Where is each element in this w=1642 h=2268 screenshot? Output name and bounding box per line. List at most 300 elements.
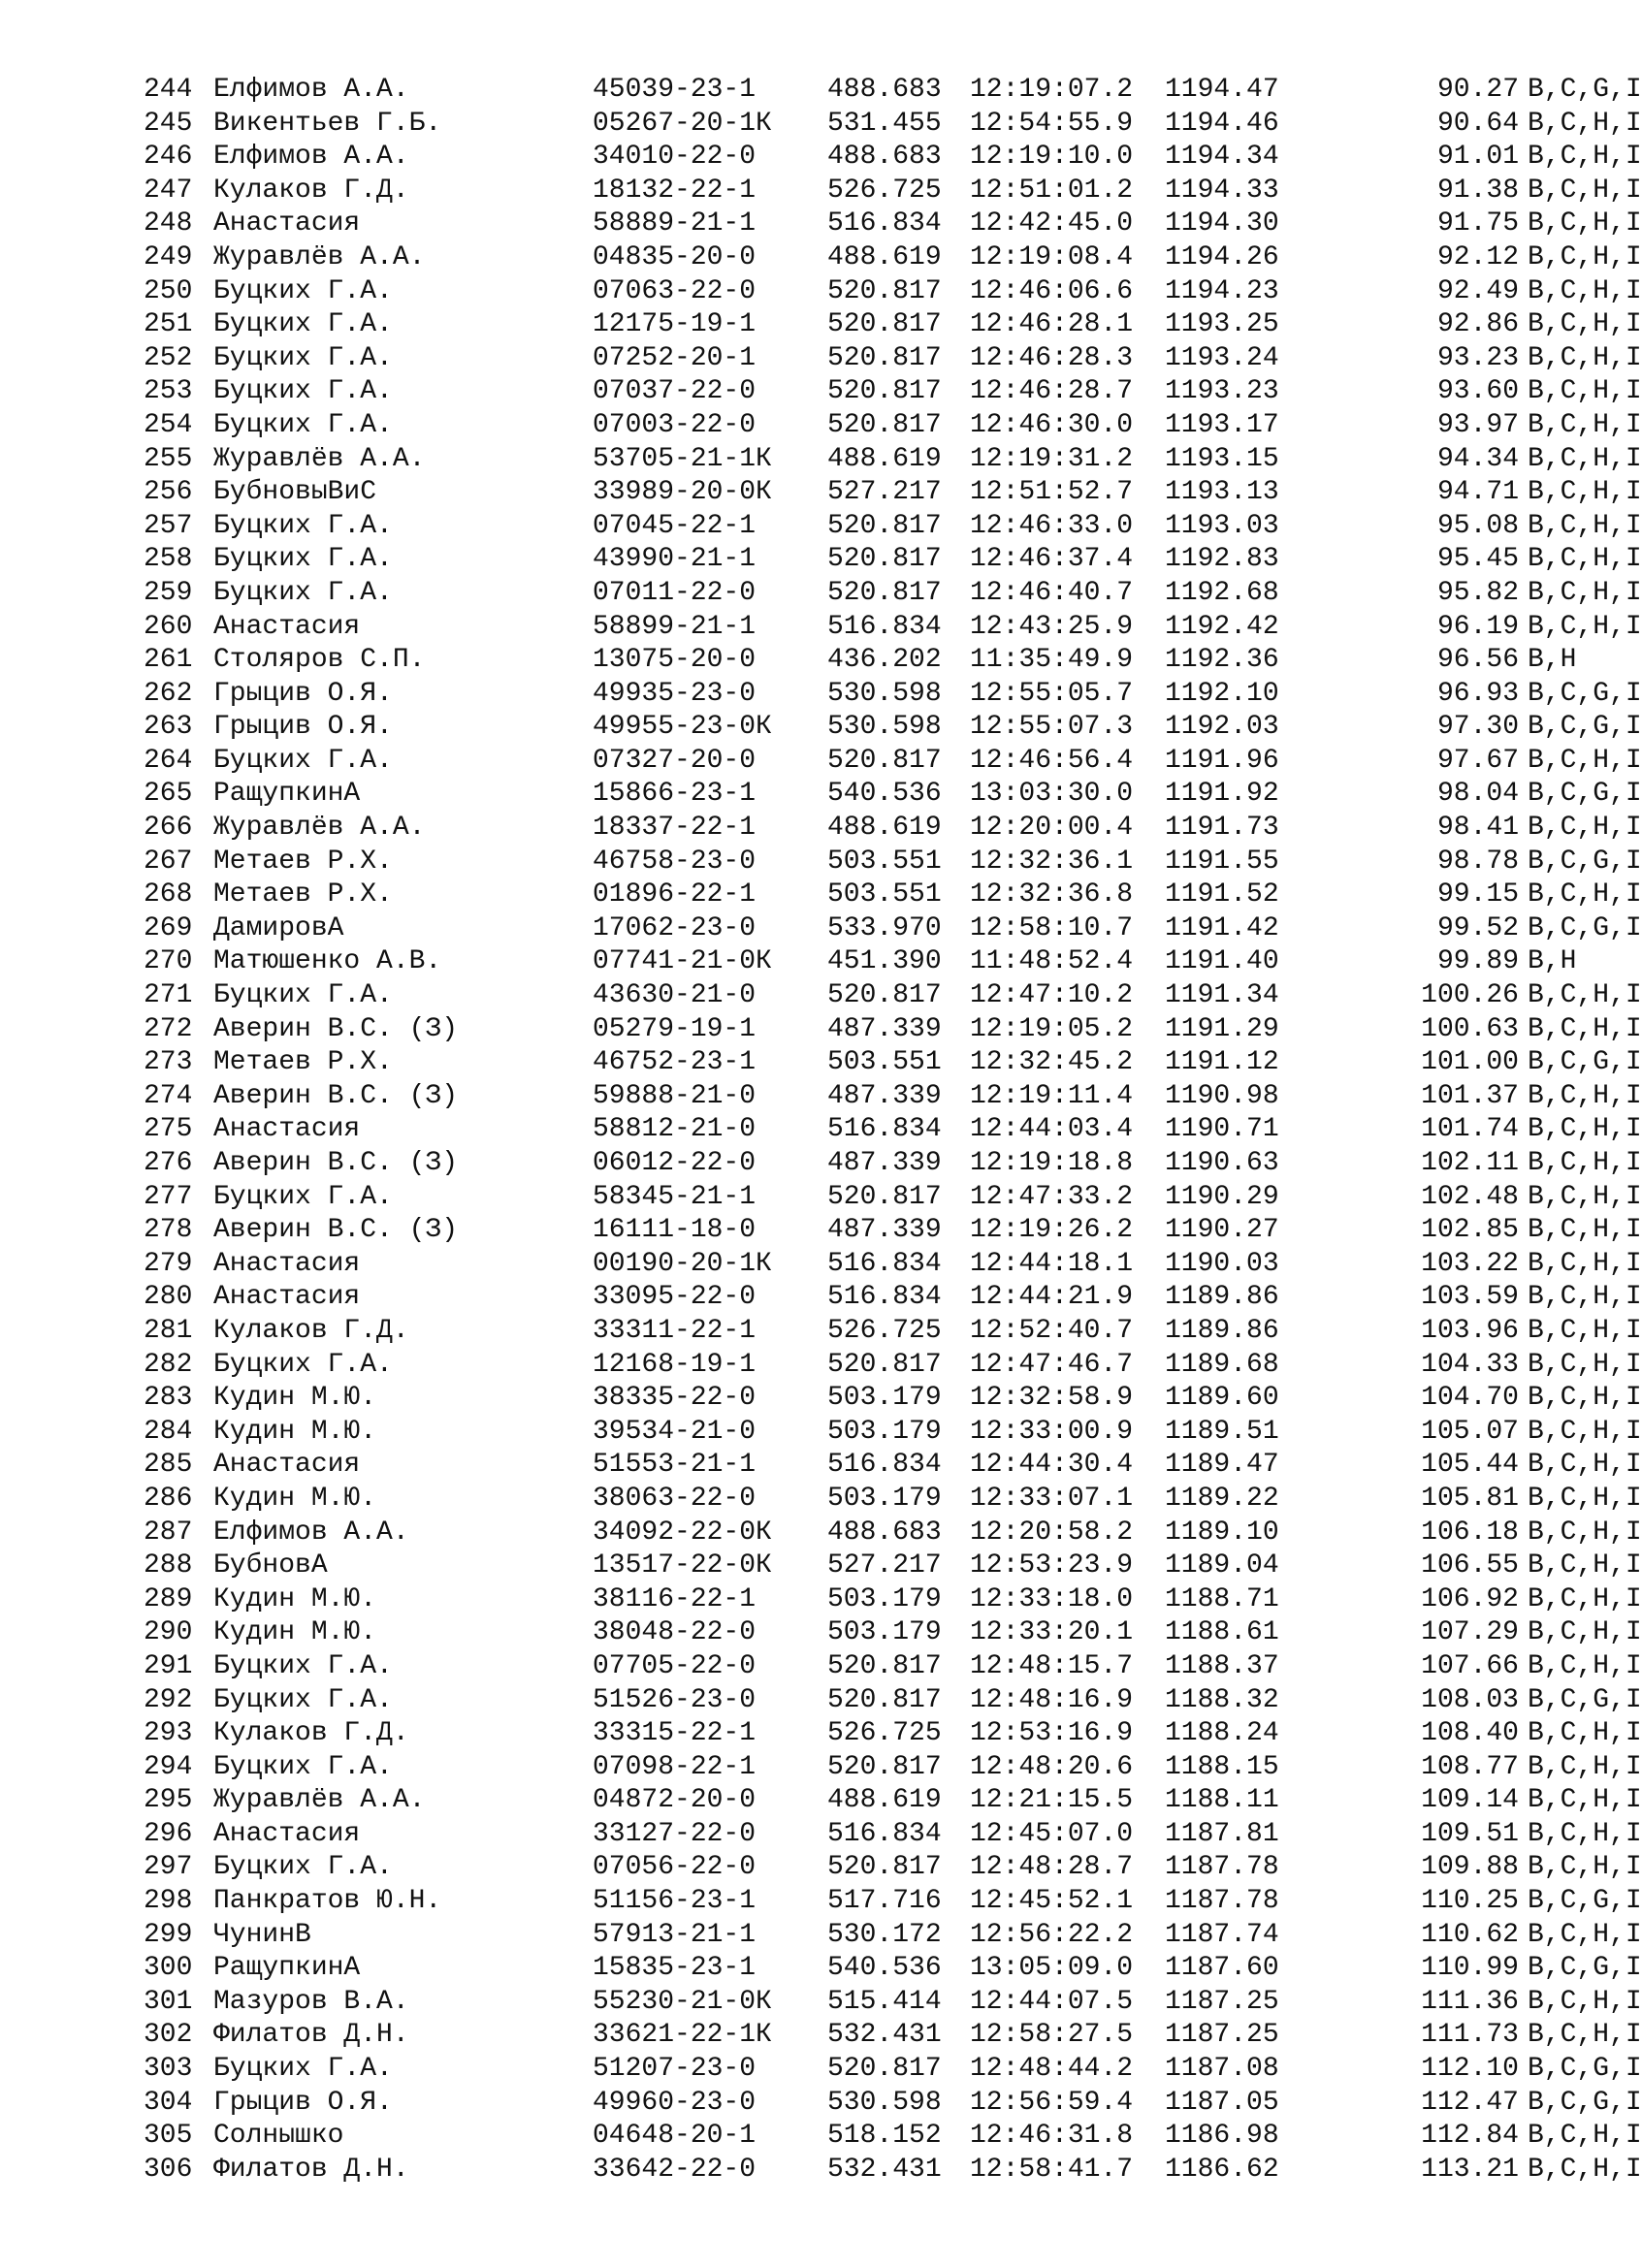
table-row — [144, 878, 1642, 912]
arrival-time-cell: 12:42:45.0 — [970, 208, 1134, 240]
rank-cell: 252 — [144, 342, 193, 373]
table-row — [144, 678, 1642, 712]
ring-id-cell: 13075-20-0 — [593, 645, 757, 676]
distance-cell: 488.619 — [827, 241, 942, 272]
arrival-time-cell: 13:03:30.0 — [970, 779, 1134, 810]
results-table — [144, 74, 1642, 2187]
rank-cell: 274 — [144, 1080, 193, 1111]
arrival-time-cell: 12:46:06.6 — [970, 275, 1134, 306]
ring-id-cell: 07098-22-1 — [593, 1751, 757, 1782]
points-cell: 91.01 — [1436, 142, 1519, 173]
table-row — [144, 1986, 1642, 2020]
fancier-name-cell: Журавлёв А.А. — [213, 241, 426, 272]
arrival-time-cell: 12:33:20.1 — [970, 1617, 1134, 1648]
points-cell: 96.56 — [1436, 645, 1519, 676]
speed-cell: 1186.62 — [1165, 2154, 1279, 2185]
rank-cell: 292 — [144, 1684, 193, 1715]
points-cell: 110.99 — [1421, 1953, 1519, 1984]
fancier-name-cell: Буцких Г.А. — [213, 745, 393, 776]
arrival-time-cell: 12:55:05.7 — [970, 678, 1134, 709]
classes-cell: B,C,H,I — [1528, 1919, 1642, 1950]
distance-cell: 520.817 — [827, 980, 942, 1011]
rank-cell: 259 — [144, 577, 193, 608]
classes-cell: B,C,H,I — [1528, 1080, 1642, 1111]
table-row — [144, 1684, 1642, 1718]
distance-cell: 530.598 — [827, 678, 942, 709]
speed-cell: 1194.46 — [1165, 108, 1279, 139]
table-row — [144, 1650, 1642, 1684]
points-cell: 103.96 — [1421, 1315, 1519, 1346]
speed-cell: 1189.86 — [1165, 1282, 1279, 1313]
ring-id-cell: 49935-23-0 — [593, 678, 757, 709]
fancier-name-cell: Аверин В.С. (З) — [213, 1013, 459, 1044]
speed-cell: 1191.12 — [1165, 1047, 1279, 1078]
classes-cell: B,C,H,I — [1528, 175, 1642, 206]
fancier-name-cell: Елфимов А.А. — [213, 75, 409, 105]
arrival-time-cell: 12:45:07.0 — [970, 1818, 1134, 1849]
ring-id-cell: 33315-22-1 — [593, 1718, 757, 1749]
fancier-name-cell: Буцких Г.А. — [213, 1684, 393, 1715]
table-row — [144, 208, 1642, 241]
speed-cell: 1192.42 — [1165, 611, 1279, 642]
points-cell: 96.19 — [1436, 611, 1519, 642]
classes-cell: B,C,H,I — [1528, 1583, 1642, 1614]
arrival-time-cell: 12:46:30.0 — [970, 409, 1134, 440]
rank-cell: 261 — [144, 645, 193, 676]
ring-id-cell: 15866-23-1 — [593, 779, 757, 810]
ring-id-cell: 07056-22-0 — [593, 1852, 757, 1883]
points-cell: 92.86 — [1436, 309, 1519, 340]
classes-cell: B,C,H,I — [1528, 1349, 1642, 1380]
arrival-time-cell: 12:33:00.9 — [970, 1416, 1134, 1447]
speed-cell: 1192.36 — [1165, 645, 1279, 676]
fancier-name-cell: Метаев Р.Х. — [213, 1047, 393, 1078]
fancier-name-cell: Буцких Г.А. — [213, 1349, 393, 1380]
ring-id-cell: 58889-21-1 — [593, 208, 757, 240]
fancier-name-cell: Анастасия — [213, 1114, 361, 1145]
table-row — [144, 1885, 1642, 1919]
points-cell: 112.10 — [1421, 2054, 1519, 2085]
fancier-name-cell: Буцких Г.А. — [213, 1650, 393, 1681]
fancier-name-cell: Кулаков Г.Д. — [213, 1315, 409, 1346]
classes-cell: B,C,H,I — [1528, 1215, 1642, 1246]
speed-cell: 1193.15 — [1165, 443, 1279, 474]
fancier-name-cell: Буцких Г.А. — [213, 342, 393, 373]
rank-cell: 289 — [144, 1583, 193, 1614]
speed-cell: 1191.40 — [1165, 946, 1279, 977]
arrival-time-cell: 12:48:28.7 — [970, 1852, 1134, 1883]
table-row — [144, 1248, 1642, 1282]
arrival-time-cell: 12:56:59.4 — [970, 2087, 1134, 2118]
classes-cell: B,C,H,I — [1528, 1148, 1642, 1178]
ring-id-cell: 17062-23-0 — [593, 912, 757, 943]
rank-cell: 286 — [144, 1483, 193, 1514]
rank-cell: 305 — [144, 2121, 193, 2152]
rank-cell: 254 — [144, 409, 193, 440]
speed-cell: 1187.78 — [1165, 1852, 1279, 1883]
rank-cell: 298 — [144, 1886, 193, 1917]
classes-cell: B,C,H,I — [1528, 376, 1642, 407]
table-row — [144, 1349, 1642, 1383]
fancier-name-cell: Буцких Г.А. — [213, 275, 393, 306]
rank-cell: 277 — [144, 1181, 193, 1212]
ring-id-cell: 38063-22-0 — [593, 1483, 757, 1514]
rank-cell: 258 — [144, 544, 193, 575]
distance-cell: 540.536 — [827, 1953, 942, 1984]
table-row — [144, 1717, 1642, 1751]
arrival-time-cell: 12:19:10.0 — [970, 142, 1134, 173]
speed-cell: 1187.05 — [1165, 2087, 1279, 2118]
points-cell: 104.70 — [1421, 1383, 1519, 1414]
fancier-name-cell: Елфимов А.А. — [213, 142, 409, 173]
table-row — [144, 1449, 1642, 1483]
arrival-time-cell: 12:19:11.4 — [970, 1080, 1134, 1111]
classes-cell: B,C,G,I — [1528, 1047, 1642, 1078]
table-row — [144, 1181, 1642, 1215]
distance-cell: 488.619 — [827, 443, 942, 474]
speed-cell: 1191.29 — [1165, 1013, 1279, 1044]
classes-cell: B,C,H,I — [1528, 1785, 1642, 1816]
speed-cell: 1187.81 — [1165, 1818, 1279, 1849]
points-cell: 110.62 — [1421, 1919, 1519, 1950]
arrival-time-cell: 12:51:52.7 — [970, 477, 1134, 508]
arrival-time-cell: 12:58:10.7 — [970, 912, 1134, 943]
speed-cell: 1193.17 — [1165, 409, 1279, 440]
arrival-time-cell: 12:44:03.4 — [970, 1114, 1134, 1145]
speed-cell: 1190.63 — [1165, 1148, 1279, 1178]
ring-id-cell: 58899-21-1 — [593, 611, 757, 642]
ring-id-cell: 58345-21-1 — [593, 1181, 757, 1212]
arrival-time-cell: 12:47:10.2 — [970, 980, 1134, 1011]
table-row — [144, 1517, 1642, 1550]
distance-cell: 516.834 — [827, 1450, 942, 1481]
rank-cell: 275 — [144, 1114, 193, 1145]
table-row — [144, 2120, 1642, 2154]
fancier-name-cell: Анастасия — [213, 1818, 361, 1849]
classes-cell: B,C,H,I — [1528, 1181, 1642, 1212]
fancier-name-cell: Филатов Д.Н. — [213, 2154, 409, 2185]
ring-id-cell: 49955-23-0К — [593, 712, 772, 743]
classes-cell: B,C,H,I — [1528, 1818, 1642, 1849]
distance-cell: 520.817 — [827, 510, 942, 541]
distance-cell: 520.817 — [827, 745, 942, 776]
distance-cell: 516.834 — [827, 1248, 942, 1279]
table-row — [144, 342, 1642, 376]
distance-cell: 516.834 — [827, 1114, 942, 1145]
rank-cell: 246 — [144, 142, 193, 173]
rank-cell: 278 — [144, 1215, 193, 1246]
arrival-time-cell: 12:32:36.8 — [970, 879, 1134, 910]
distance-cell: 526.725 — [827, 1718, 942, 1749]
points-cell: 101.00 — [1421, 1047, 1519, 1078]
fancier-name-cell: Матюшенко А.В. — [213, 946, 442, 977]
table-row — [144, 1281, 1642, 1315]
rank-cell: 282 — [144, 1349, 193, 1380]
classes-cell: B,C,G,I — [1528, 1953, 1642, 1984]
points-cell: 107.66 — [1421, 1650, 1519, 1681]
classes-cell: B,C,G,I — [1528, 712, 1642, 743]
table-row — [144, 1549, 1642, 1583]
speed-cell: 1188.61 — [1165, 1617, 1279, 1648]
points-cell: 98.04 — [1436, 779, 1519, 810]
distance-cell: 503.179 — [827, 1583, 942, 1614]
fancier-name-cell: Кудин М.Ю. — [213, 1383, 377, 1414]
speed-cell: 1194.34 — [1165, 142, 1279, 173]
table-row — [144, 1784, 1642, 1818]
speed-cell: 1190.29 — [1165, 1181, 1279, 1212]
arrival-time-cell: 12:46:31.8 — [970, 2121, 1134, 2152]
rank-cell: 279 — [144, 1248, 193, 1279]
arrival-time-cell: 12:19:05.2 — [970, 1013, 1134, 1044]
rank-cell: 270 — [144, 946, 193, 977]
classes-cell: B,C,H,I — [1528, 2121, 1642, 2152]
table-row — [144, 711, 1642, 745]
arrival-time-cell: 12:19:07.2 — [970, 75, 1134, 105]
distance-cell: 533.970 — [827, 912, 942, 943]
ring-id-cell: 18337-22-1 — [593, 813, 757, 844]
arrival-time-cell: 12:33:18.0 — [970, 1583, 1134, 1614]
fancier-name-cell: Солнышко — [213, 2121, 344, 2152]
ring-id-cell: 39534-21-0 — [593, 1416, 757, 1447]
fancier-name-cell: Буцких Г.А. — [213, 1181, 393, 1212]
points-cell: 90.27 — [1436, 75, 1519, 105]
points-cell: 92.12 — [1436, 241, 1519, 272]
ring-id-cell: 38335-22-0 — [593, 1383, 757, 1414]
fancier-name-cell: Журавлёв А.А. — [213, 1785, 426, 1816]
speed-cell: 1187.60 — [1165, 1953, 1279, 1984]
table-row — [144, 1080, 1642, 1114]
table-row — [144, 1483, 1642, 1517]
ring-id-cell: 51156-23-1 — [593, 1886, 757, 1917]
ring-id-cell: 07327-20-0 — [593, 745, 757, 776]
speed-cell: 1193.24 — [1165, 342, 1279, 373]
fancier-name-cell: Елфимов А.А. — [213, 1517, 409, 1548]
rank-cell: 247 — [144, 175, 193, 206]
classes-cell: B,C,G,I — [1528, 912, 1642, 943]
ring-id-cell: 51207-23-0 — [593, 2054, 757, 2085]
arrival-time-cell: 12:48:20.6 — [970, 1751, 1134, 1782]
ring-id-cell: 34010-22-0 — [593, 142, 757, 173]
speed-cell: 1188.24 — [1165, 1718, 1279, 1749]
ring-id-cell: 12168-19-1 — [593, 1349, 757, 1380]
rank-cell: 304 — [144, 2087, 193, 2118]
classes-cell: B,C,H,I — [1528, 544, 1642, 575]
table-row — [144, 1751, 1642, 1785]
fancier-name-cell: Буцких Г.А. — [213, 980, 393, 1011]
rank-cell: 276 — [144, 1148, 193, 1178]
points-cell: 98.41 — [1436, 813, 1519, 844]
points-cell: 95.08 — [1436, 510, 1519, 541]
table-row — [144, 1013, 1642, 1047]
fancier-name-cell: Метаев Р.Х. — [213, 846, 393, 877]
ring-id-cell: 38048-22-0 — [593, 1617, 757, 1648]
arrival-time-cell: 12:32:36.1 — [970, 846, 1134, 877]
classes-cell: B,C,H,I — [1528, 1248, 1642, 1279]
table-row — [144, 1919, 1642, 1953]
distance-cell: 520.817 — [827, 376, 942, 407]
rank-cell: 257 — [144, 510, 193, 541]
ring-id-cell: 04872-20-0 — [593, 1785, 757, 1816]
speed-cell: 1191.52 — [1165, 879, 1279, 910]
classes-cell: B,C,H,I — [1528, 1013, 1642, 1044]
distance-cell: 520.817 — [827, 1181, 942, 1212]
classes-cell: B,C,H,I — [1528, 1450, 1642, 1481]
classes-cell: B,C,G,I — [1528, 846, 1642, 877]
distance-cell: 531.455 — [827, 108, 942, 139]
speed-cell: 1187.74 — [1165, 1919, 1279, 1950]
ring-id-cell: 43630-21-0 — [593, 980, 757, 1011]
rank-cell: 249 — [144, 241, 193, 272]
speed-cell: 1191.42 — [1165, 912, 1279, 943]
classes-cell: B,C,H,I — [1528, 813, 1642, 844]
fancier-name-cell: Буцких Г.А. — [213, 544, 393, 575]
table-row — [144, 2019, 1642, 2053]
table-row — [144, 846, 1642, 879]
fancier-name-cell: Анастасия — [213, 1282, 361, 1313]
rank-cell: 267 — [144, 846, 193, 877]
speed-cell: 1194.33 — [1165, 175, 1279, 206]
rank-cell: 255 — [144, 443, 193, 474]
fancier-name-cell: Кудин М.Ю. — [213, 1483, 377, 1514]
points-cell: 93.23 — [1436, 342, 1519, 373]
classes-cell: B,C,H,I — [1528, 1852, 1642, 1883]
distance-cell: 503.179 — [827, 1383, 942, 1414]
points-cell: 101.74 — [1421, 1114, 1519, 1145]
classes-cell: B,C,H,I — [1528, 879, 1642, 910]
fancier-name-cell: Кудин М.Ю. — [213, 1617, 377, 1648]
ring-id-cell: 07252-20-1 — [593, 342, 757, 373]
ring-id-cell: 15835-23-1 — [593, 1953, 757, 1984]
rank-cell: 296 — [144, 1818, 193, 1849]
arrival-time-cell: 12:21:15.5 — [970, 1785, 1134, 1816]
points-cell: 101.37 — [1421, 1080, 1519, 1111]
distance-cell: 520.817 — [827, 1650, 942, 1681]
rank-cell: 268 — [144, 879, 193, 910]
table-row — [144, 141, 1642, 175]
speed-cell: 1189.22 — [1165, 1483, 1279, 1514]
fancier-name-cell: Журавлёв А.А. — [213, 813, 426, 844]
fancier-name-cell: Мазуров В.А. — [213, 1986, 409, 2017]
points-cell: 99.89 — [1436, 946, 1519, 977]
ring-id-cell: 33642-22-0 — [593, 2154, 757, 2185]
points-cell: 100.26 — [1421, 980, 1519, 1011]
table-row — [144, 611, 1642, 645]
table-row — [144, 476, 1642, 510]
points-cell: 105.44 — [1421, 1450, 1519, 1481]
classes-cell: B,C,H,I — [1528, 980, 1642, 1011]
fancier-name-cell: ДамировА — [213, 912, 344, 943]
rank-cell: 264 — [144, 745, 193, 776]
distance-cell: 520.817 — [827, 2054, 942, 2085]
table-row — [144, 275, 1642, 309]
fancier-name-cell: Кулаков Г.Д. — [213, 1718, 409, 1749]
arrival-time-cell: 12:45:52.1 — [970, 1886, 1134, 1917]
fancier-name-cell: Викентьев Г.Б. — [213, 108, 442, 139]
speed-cell: 1188.32 — [1165, 1684, 1279, 1715]
classes-cell: B,C,H,I — [1528, 1751, 1642, 1782]
rank-cell: 294 — [144, 1751, 193, 1782]
fancier-name-cell: Кудин М.Ю. — [213, 1583, 377, 1614]
table-row — [144, 912, 1642, 946]
fancier-name-cell: Грыцив О.Я. — [213, 712, 393, 743]
points-cell: 105.81 — [1421, 1483, 1519, 1514]
distance-cell: 530.598 — [827, 712, 942, 743]
points-cell: 107.29 — [1421, 1617, 1519, 1648]
arrival-time-cell: 12:48:15.7 — [970, 1650, 1134, 1681]
rank-cell: 284 — [144, 1416, 193, 1447]
fancier-name-cell: Аверин В.С. (З) — [213, 1215, 459, 1246]
rank-cell: 287 — [144, 1517, 193, 1548]
table-row — [144, 74, 1642, 108]
ring-id-cell: 07705-22-0 — [593, 1650, 757, 1681]
classes-cell: B,C,G,I — [1528, 1684, 1642, 1715]
speed-cell: 1191.92 — [1165, 779, 1279, 810]
points-cell: 105.07 — [1421, 1416, 1519, 1447]
points-cell: 102.48 — [1421, 1181, 1519, 1212]
ring-id-cell: 53705-21-1К — [593, 443, 772, 474]
arrival-time-cell: 12:44:21.9 — [970, 1282, 1134, 1313]
distance-cell: 530.598 — [827, 2087, 942, 2118]
fancier-name-cell: Буцких Г.А. — [213, 577, 393, 608]
distance-cell: 503.551 — [827, 879, 942, 910]
rank-cell: 248 — [144, 208, 193, 240]
classes-cell: B,C,H,I — [1528, 1483, 1642, 1514]
rank-cell: 250 — [144, 275, 193, 306]
speed-cell: 1189.04 — [1165, 1550, 1279, 1581]
table-row — [144, 175, 1642, 208]
speed-cell: 1189.47 — [1165, 1450, 1279, 1481]
points-cell: 92.49 — [1436, 275, 1519, 306]
classes-cell: B,C,G,I — [1528, 1886, 1642, 1917]
speed-cell: 1188.71 — [1165, 1583, 1279, 1614]
rank-cell: 288 — [144, 1550, 193, 1581]
speed-cell: 1193.25 — [1165, 309, 1279, 340]
fancier-name-cell: Буцких Г.А. — [213, 1751, 393, 1782]
distance-cell: 520.817 — [827, 309, 942, 340]
points-cell: 111.73 — [1421, 2020, 1519, 2051]
classes-cell: B,C,H,I — [1528, 443, 1642, 474]
speed-cell: 1187.78 — [1165, 1886, 1279, 1917]
classes-cell: B,C,H,I — [1528, 1617, 1642, 1648]
ring-id-cell: 05267-20-1К — [593, 108, 772, 139]
distance-cell: 487.339 — [827, 1148, 942, 1178]
rank-cell: 272 — [144, 1013, 193, 1044]
distance-cell: 488.683 — [827, 142, 942, 173]
ring-id-cell: 07037-22-0 — [593, 376, 757, 407]
table-row — [144, 1214, 1642, 1248]
fancier-name-cell: Буцких Г.А. — [213, 1852, 393, 1883]
points-cell: 108.03 — [1421, 1684, 1519, 1715]
classes-cell: B,C,H,I — [1528, 241, 1642, 272]
speed-cell: 1192.03 — [1165, 712, 1279, 743]
distance-cell: 532.431 — [827, 2020, 942, 2051]
distance-cell: 503.179 — [827, 1416, 942, 1447]
rank-cell: 306 — [144, 2154, 193, 2185]
distance-cell: 526.725 — [827, 1315, 942, 1346]
speed-cell: 1188.37 — [1165, 1650, 1279, 1681]
speed-cell: 1192.83 — [1165, 544, 1279, 575]
arrival-time-cell: 12:19:08.4 — [970, 241, 1134, 272]
ring-id-cell: 04648-20-1 — [593, 2121, 757, 2152]
table-row — [144, 1616, 1642, 1650]
table-row — [144, 1113, 1642, 1147]
speed-cell: 1189.10 — [1165, 1517, 1279, 1548]
points-cell: 94.71 — [1436, 477, 1519, 508]
arrival-time-cell: 12:54:55.9 — [970, 108, 1134, 139]
ring-id-cell: 59888-21-0 — [593, 1080, 757, 1111]
classes-cell: B,C,H,I — [1528, 1383, 1642, 1414]
speed-cell: 1193.23 — [1165, 376, 1279, 407]
